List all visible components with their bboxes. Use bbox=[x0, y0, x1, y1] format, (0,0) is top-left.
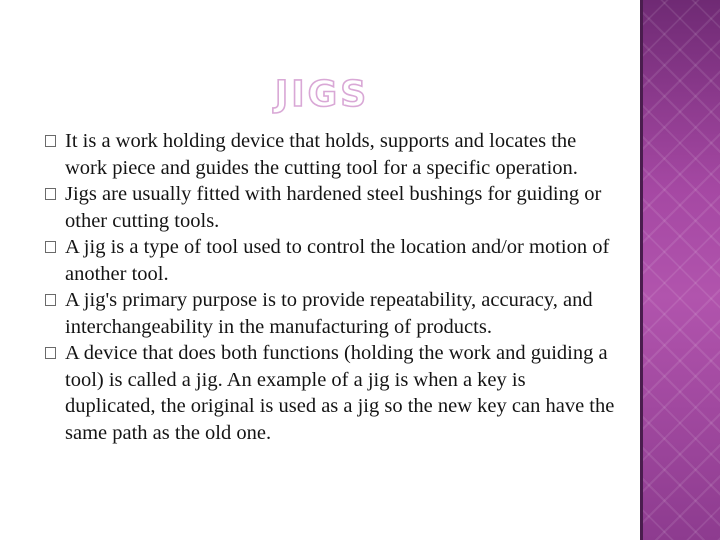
decorative-side-band bbox=[640, 0, 720, 540]
bullet-list bbox=[45, 128, 615, 446]
bullet-text: It is a work holding device that holds, supports and locates the work piece and guides the cutting tool for a specific operation. bbox=[65, 130, 578, 179]
square-bullet-icon bbox=[45, 188, 56, 200]
bullet-item bbox=[45, 234, 615, 287]
square-bullet-icon bbox=[45, 241, 56, 253]
bullet-item bbox=[45, 128, 615, 181]
bullet-text: Jigs are usually fitted with hardened steel bushings for guiding or other cutting tools. bbox=[65, 183, 602, 232]
square-bullet-icon bbox=[45, 135, 56, 147]
bullet-text: A jig's primary purpose is to provide repeatability, accuracy, and interchangeability in the manufacturing of products. bbox=[65, 289, 593, 338]
slide-title-container bbox=[0, 74, 640, 115]
bullet-item bbox=[45, 340, 615, 446]
slide-title: JIGS bbox=[274, 74, 370, 115]
square-bullet-icon bbox=[45, 347, 56, 359]
bullet-item bbox=[45, 287, 615, 340]
bullet-text: A device that does both functions (holding the work and guiding a tool) is called a jig. An example of a jig is when a key is duplicated, the original is used as a jig so the new key can have the same path as the old one. bbox=[65, 342, 615, 444]
square-bullet-icon bbox=[45, 294, 56, 306]
bullet-item bbox=[45, 181, 615, 234]
bullet-text: A jig is a type of tool used to control the location and/or motion of another tool. bbox=[65, 236, 610, 285]
side-band-divider bbox=[640, 0, 643, 540]
